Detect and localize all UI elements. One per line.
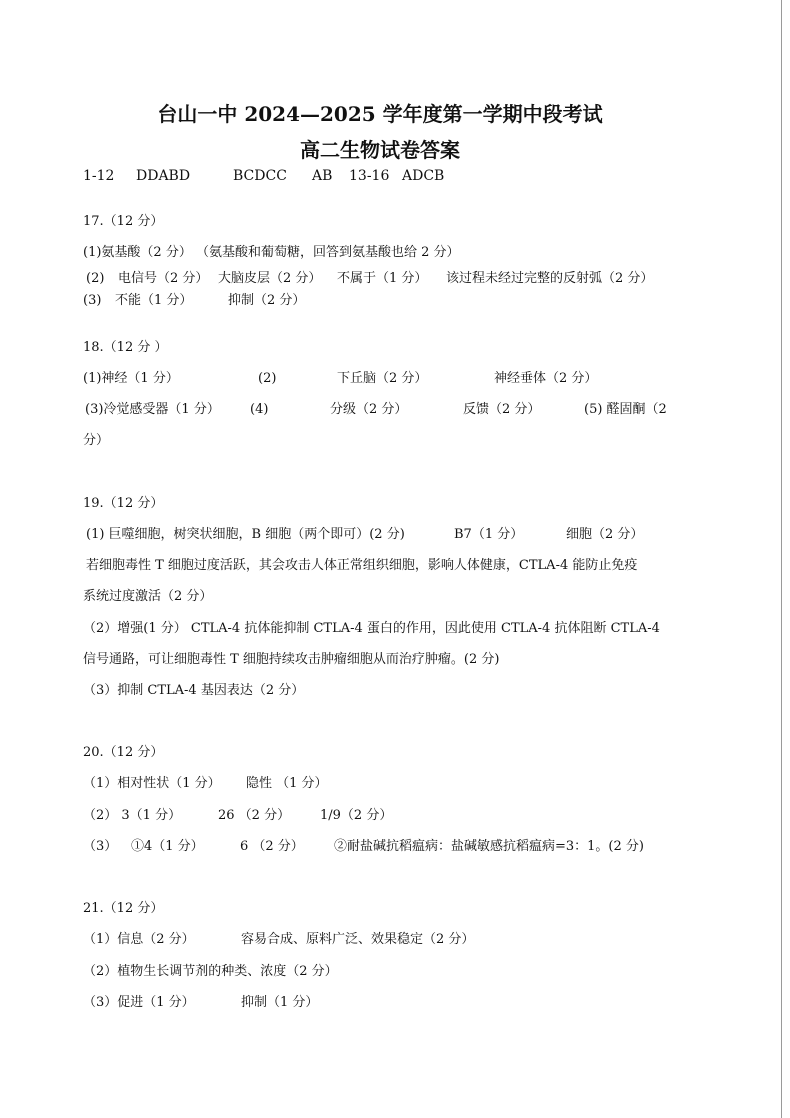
q21-line-3-part-b: 抑制（1 分） <box>241 995 319 1010</box>
q18-line-2-part-a: (3)冷觉感受器（1 分） <box>85 402 220 417</box>
q17-line-2-part-c: 大脑皮层（2 分） <box>218 271 322 286</box>
q19-line-3: 系统过度激活（2 分） <box>83 589 213 604</box>
q18-line-2-part-d: 反馈（2 分） <box>463 402 541 417</box>
q20-line-1-part-b: 隐性 （1 分） <box>246 776 328 791</box>
q19-line-2: 若细胞毒性 T 细胞过度活跃，其会攻击人体正常组织细胞，影响人体健康，CTLA-4 能防止免疫 <box>86 558 638 573</box>
q18-line-3: 分） <box>83 433 110 448</box>
page-edge-line <box>781 0 782 1118</box>
q21-line-3 <box>0 995 760 1013</box>
q19-line-6: （3）抑制 CTLA-4 基因表达（2 分） <box>83 683 305 698</box>
q20-line-3-num: （3） <box>83 839 118 854</box>
exam-subtitle: 高二生物试卷答案 <box>300 138 460 162</box>
choice-group-4: ADCB <box>402 168 445 184</box>
q17-header: 17.（12 分） <box>83 214 164 229</box>
q18-header: 18.（12 分 ） <box>83 340 168 355</box>
q18-line-2-part-e: (5) 醛固酮（2 <box>584 402 667 417</box>
q21-line-3-part-a: （3）促进（1 分） <box>83 995 195 1010</box>
choice-range-2: 13-16 <box>349 168 390 184</box>
q18-line-1-part-c: 下丘脑（2 分） <box>337 371 428 386</box>
q17-line-3-part-c: 抑制（2 分） <box>228 293 306 308</box>
q18-line-2-num: (4) <box>250 402 269 417</box>
q19-line-4: （2）增强(1 分） CTLA-4 抗体能抑制 CTLA-4 蛋白的作用，因此使用 CTLA-4 抗体阻断 CTLA-4 <box>83 621 660 636</box>
choice-group-2: BCDCC <box>233 168 287 184</box>
q17-line-1: (1)氨基酸（2 分） （氨基酸和葡萄糖，回答到氨基酸也给 2 分） <box>83 245 460 260</box>
q19-header: 19.（12 分） <box>83 496 164 511</box>
q20-line-3-part-d: ②耐盐碱抗稻瘟病：盐碱敏感抗稻瘟病=3：1。(2 分) <box>334 839 644 854</box>
q19-line-1-part-c: 细胞（2 分） <box>566 527 644 542</box>
q20-line-3 <box>0 839 760 857</box>
q17-line-2 <box>0 271 760 289</box>
choice-group-3: AB <box>312 168 333 184</box>
q18-line-2 <box>0 402 760 420</box>
q19-line-1 <box>0 527 760 545</box>
q17-line-2-part-b: 电信号（2 分） <box>118 271 209 286</box>
choice-answers <box>0 168 760 186</box>
q20-line-2 <box>0 808 760 826</box>
choice-group-1: DDABD <box>136 168 191 184</box>
q20-header: 20.（12 分） <box>83 745 164 760</box>
q17-line-2-num: (2) <box>86 271 105 286</box>
choice-range-1: 1-12 <box>83 168 115 184</box>
q18-line-1-num: (2) <box>258 371 277 386</box>
q21-line-2: （2）植物生长调节剂的种类、浓度（2 分） <box>83 964 338 979</box>
q21-line-1-part-b: 容易合成、原料广泛、效果稳定（2 分） <box>241 932 475 947</box>
q18-line-1-part-d: 神经垂体（2 分） <box>494 371 598 386</box>
q17-line-3 <box>0 293 760 311</box>
q17-line-3-num: (3) <box>83 293 102 308</box>
q21-line-1-part-a: （1）信息（2 分） <box>83 932 195 947</box>
q18-line-2-part-c: 分级（2 分） <box>330 402 408 417</box>
q20-line-2-part-a: （2） 3（1 分） <box>83 808 182 823</box>
q17-line-2-part-d: 不属于（1 分） <box>337 271 428 286</box>
q17-line-3-part-b: 不能（1 分） <box>115 293 193 308</box>
q19-line-1-part-a: (1) 巨噬细胞，树突状细胞，B 细胞（两个即可）(2 分) <box>86 527 405 542</box>
exam-title: 台山一中 2024—2025 学年度第一学期中段考试 <box>157 102 603 126</box>
q20-line-1 <box>0 776 760 794</box>
q20-line-2-part-c: 1/9（2 分） <box>320 808 393 823</box>
q20-line-3-part-b: ①4（1 分） <box>131 839 204 854</box>
q20-line-2-part-b: 26 （2 分） <box>218 808 291 823</box>
q21-header: 21.（12 分） <box>83 901 164 916</box>
q18-line-1-part-a: (1)神经（1 分） <box>83 371 179 386</box>
q18-line-1 <box>0 371 760 389</box>
q19-line-5: 信号通路，可让细胞毒性 T 细胞持续攻击肿瘤细胞从而治疗肿瘤。(2 分) <box>83 652 500 667</box>
q21-line-1 <box>0 932 760 950</box>
q17-line-2-part-e: 该过程未经过完整的反射弧（2 分） <box>446 271 654 286</box>
q20-line-3-part-c: 6 （2 分） <box>240 839 304 854</box>
q20-line-1-part-a: （1）相对性状（1 分） <box>83 776 221 791</box>
q19-line-1-part-b: B7（1 分） <box>454 527 524 542</box>
